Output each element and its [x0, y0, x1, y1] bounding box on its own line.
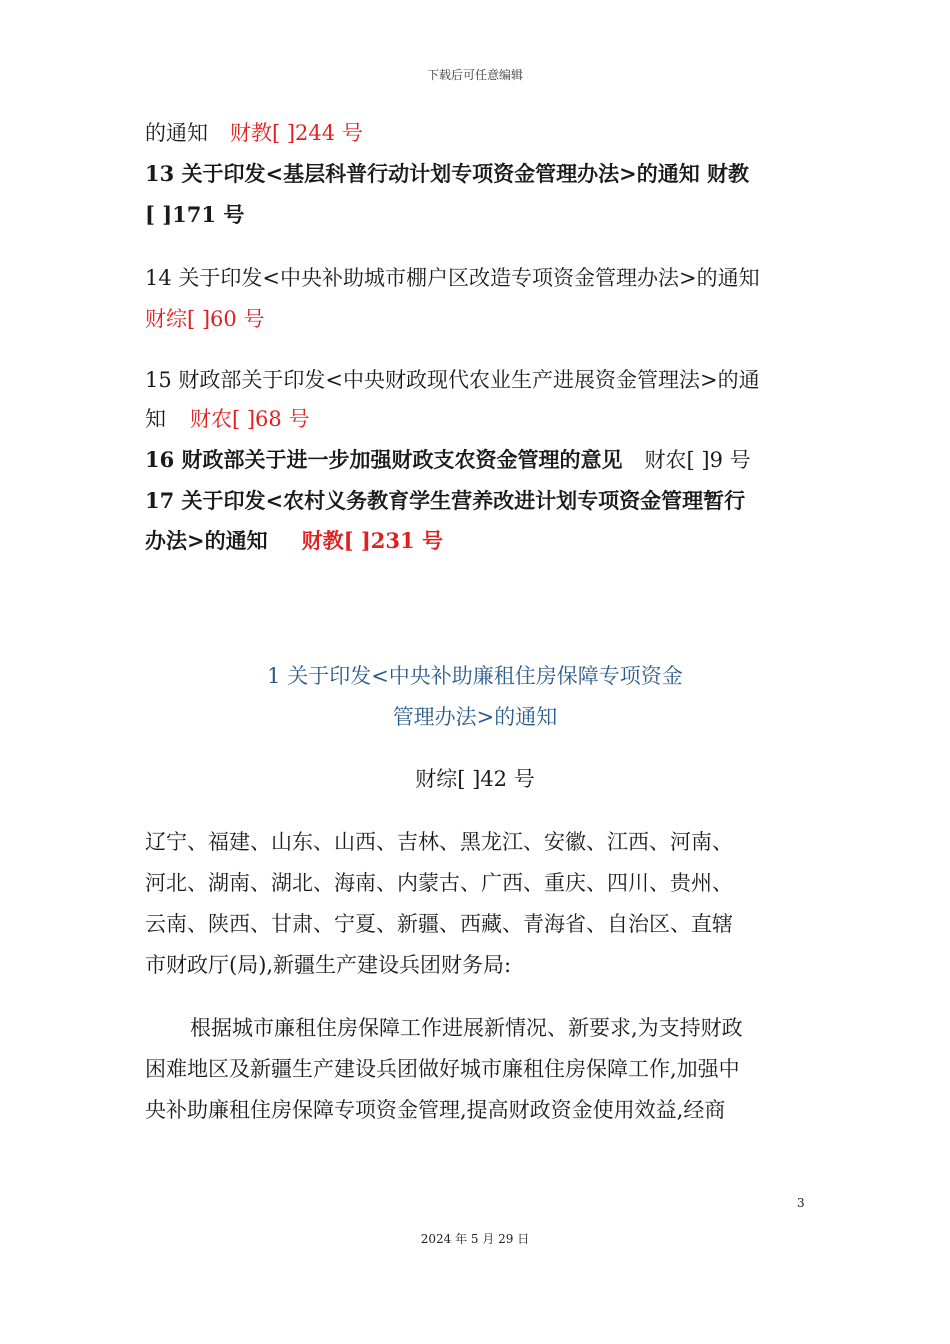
item-15-line1: 15 财政部关于印发<中央财政现代农业生产进展资金管理法>的通 [145, 368, 760, 392]
recipients-line: 河北、湖南、湖北、海南、内蒙古、广西、重庆、四川、贵州、 [145, 871, 733, 895]
item-16 [145, 446, 751, 474]
item-15-doc-number: 财农[ ]68 号 [190, 407, 310, 431]
item-13-line1: 13 关于印发<基层科普行动计划专项资金管理办法>的通知 财教 [145, 161, 750, 186]
body-line: 根据城市廉租住房保障工作进展新情况、新要求,为支持财政 [190, 1016, 743, 1040]
item-14-doc-number: 财综[ ]60 号 [145, 307, 265, 331]
item-16-text: 16 财政部关于进一步加强财政支农资金管理的意见 [145, 447, 623, 472]
item-17-text: 办法>的通知 [145, 528, 268, 553]
footer-date: 2024 年 5 月 29 日 [420, 1232, 530, 1246]
recipients-line: 云南、陕西、甘肃、宁夏、新疆、西藏、青海省、自治区、直辖 [145, 912, 733, 936]
article-title-line1: 1 关于印发<中央补助廉租住房保障专项资金 [267, 664, 683, 688]
item-15-line2 [145, 405, 309, 433]
item-17-line2 [145, 527, 443, 555]
item-16-doc-number: 财农[ ]9 号 [644, 448, 751, 472]
item-17-doc-number: 财教[ ]231 号 [301, 528, 443, 553]
article-title-line2: 管理办法>的通知 [392, 705, 558, 729]
recipients-line: 辽宁、福建、山东、山西、吉林、黑龙江、安徽、江西、河南、 [145, 830, 733, 854]
item-12-tail [145, 119, 363, 147]
body-line: 困难地区及新疆生产建设兵团做好城市廉租住房保障工作,加强中 [145, 1057, 740, 1081]
page-header: 下载后可任意编辑 [426, 68, 523, 82]
article-doc-number: 财综[ ]42 号 [415, 767, 535, 791]
item-17-line1: 17 关于印发<农村义务教育学生营养改进计划专项资金管理暂行 [145, 488, 746, 513]
item-13-line2: [ ]171 号 [145, 202, 245, 227]
item-14-line1: 14 关于印发<中央补助城市棚户区改造专项资金管理办法>的通知 [145, 266, 760, 290]
item-15-text: 知 [145, 407, 166, 431]
page-number: 3 [797, 1196, 805, 1210]
recipients-line: 市财政厅(局),新疆生产建设兵团财务局: [145, 953, 512, 977]
body-line: 央补助廉租住房保障专项资金管理,提高财政资金使用效益,经商 [145, 1098, 726, 1122]
item-12-doc-number: 财教[ ]244 号 [230, 121, 363, 145]
item-12-text: 的通知 [145, 121, 208, 145]
